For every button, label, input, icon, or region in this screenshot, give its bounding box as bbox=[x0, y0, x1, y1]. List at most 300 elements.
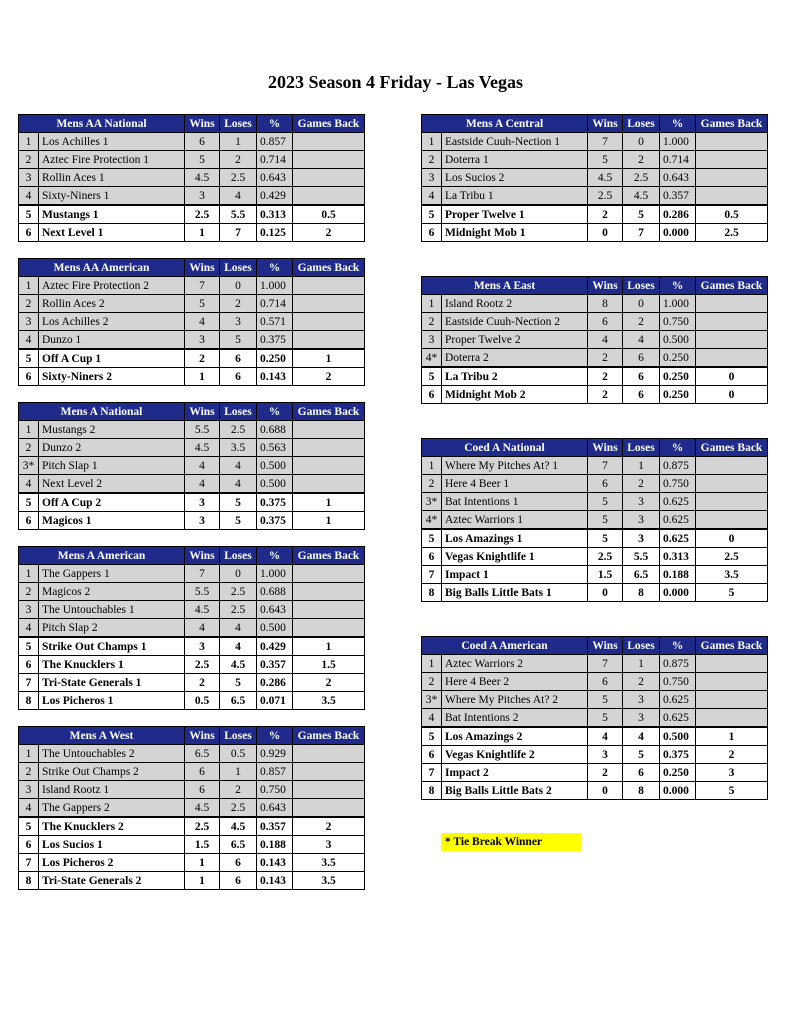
wins-cell: 1.5 bbox=[588, 566, 623, 584]
loses-cell: 6.5 bbox=[220, 692, 257, 710]
team-name-cell: Dunzo 2 bbox=[39, 439, 185, 457]
table-row bbox=[422, 548, 768, 566]
games-back-cell bbox=[696, 475, 768, 493]
pct-cell: 0.714 bbox=[660, 151, 696, 169]
wins-cell: 5 bbox=[588, 493, 623, 511]
table-row bbox=[422, 313, 768, 331]
wins-cell: 7 bbox=[588, 655, 623, 673]
wins-cell: 2.5 bbox=[185, 656, 220, 674]
loses-cell: 0 bbox=[623, 295, 660, 313]
loses-cell: 0 bbox=[623, 133, 660, 151]
games-back-cell bbox=[696, 151, 768, 169]
table-row bbox=[422, 566, 768, 584]
wins-cell: 5.5 bbox=[185, 421, 220, 439]
games-back-cell bbox=[696, 295, 768, 313]
games-back-cell bbox=[293, 457, 365, 475]
table-row bbox=[19, 836, 365, 854]
loses-cell: 7 bbox=[220, 224, 257, 242]
games-back-cell bbox=[293, 133, 365, 151]
games-back-cell bbox=[293, 601, 365, 619]
rank-cell: 8 bbox=[422, 584, 442, 602]
wins-cell: 7 bbox=[185, 565, 220, 583]
wins-cell: 4 bbox=[185, 475, 220, 494]
pct-cell: 0.000 bbox=[660, 782, 696, 800]
games-back-cell: 5 bbox=[696, 782, 768, 800]
rank-cell: 3* bbox=[19, 457, 39, 475]
rank-cell: 6 bbox=[19, 836, 39, 854]
table-row bbox=[422, 367, 768, 386]
wins-cell: 1 bbox=[185, 872, 220, 890]
table-row bbox=[422, 782, 768, 800]
pct-cell: 0.250 bbox=[660, 367, 696, 386]
standings-table-mens-aa-national bbox=[18, 114, 365, 242]
wins-cell: 2 bbox=[588, 349, 623, 368]
wins-cell: 5 bbox=[588, 691, 623, 709]
wins-cell: 4.5 bbox=[588, 169, 623, 187]
standings-table-mens-a-east bbox=[421, 276, 768, 404]
pct-cell: 0.000 bbox=[660, 224, 696, 242]
column-header-pct: % bbox=[660, 637, 696, 655]
rank-cell: 5 bbox=[19, 637, 39, 656]
games-back-cell: 2 bbox=[293, 368, 365, 386]
games-back-cell: 3 bbox=[293, 836, 365, 854]
pct-cell: 0.571 bbox=[257, 313, 293, 331]
table-row bbox=[19, 169, 365, 187]
table-row bbox=[19, 368, 365, 386]
team-name-cell: Bat Intentions 2 bbox=[442, 709, 588, 728]
games-back-cell: 2 bbox=[293, 224, 365, 242]
team-name-cell: The Knucklers 1 bbox=[39, 656, 185, 674]
column-header-pct: % bbox=[257, 115, 293, 133]
pct-cell: 0.250 bbox=[257, 349, 293, 368]
pct-cell: 0.857 bbox=[257, 133, 293, 151]
team-name-cell: Aztec Warriors 1 bbox=[442, 511, 588, 530]
games-back-cell bbox=[293, 187, 365, 206]
wins-cell: 6 bbox=[588, 475, 623, 493]
team-name-cell: Where My Pitches At? 1 bbox=[442, 457, 588, 475]
table-row bbox=[422, 457, 768, 475]
loses-cell: 5 bbox=[623, 205, 660, 224]
team-name-cell: Los Picheros 2 bbox=[39, 854, 185, 872]
table-row bbox=[19, 763, 365, 781]
team-name-cell: Impact 2 bbox=[442, 764, 588, 782]
tie-break-legend: * Tie Break Winner bbox=[441, 833, 581, 851]
pct-cell: 0.688 bbox=[257, 421, 293, 439]
pct-cell: 0.429 bbox=[257, 637, 293, 656]
wins-cell: 3 bbox=[185, 187, 220, 206]
team-name-cell: Next Level 1 bbox=[39, 224, 185, 242]
team-name-cell: Mustangs 1 bbox=[39, 205, 185, 224]
pct-cell: 0.286 bbox=[660, 205, 696, 224]
rank-cell: 6 bbox=[19, 656, 39, 674]
team-name-cell: Doterra 2 bbox=[442, 349, 588, 368]
games-back-cell bbox=[293, 169, 365, 187]
wins-cell: 2 bbox=[588, 205, 623, 224]
rank-cell: 2 bbox=[422, 673, 442, 691]
table-row bbox=[422, 295, 768, 313]
column-header-pct: % bbox=[257, 259, 293, 277]
loses-cell: 4 bbox=[220, 637, 257, 656]
standings-table-mens-aa-american bbox=[18, 258, 365, 386]
team-name-cell: Los Sucios 2 bbox=[442, 169, 588, 187]
table-row bbox=[422, 205, 768, 224]
pct-cell: 0.625 bbox=[660, 709, 696, 728]
team-name-cell: Rollin Aces 1 bbox=[39, 169, 185, 187]
pct-cell: 0.750 bbox=[257, 781, 293, 799]
games-back-cell bbox=[293, 439, 365, 457]
pct-cell: 0.375 bbox=[257, 331, 293, 350]
team-name-cell: Strike Out Champs 1 bbox=[39, 637, 185, 656]
loses-cell: 3 bbox=[623, 529, 660, 548]
loses-cell: 4 bbox=[220, 187, 257, 206]
pct-cell: 0.125 bbox=[257, 224, 293, 242]
rank-cell: 3 bbox=[422, 169, 442, 187]
games-back-cell bbox=[293, 295, 365, 313]
column-header-wins: Wins bbox=[588, 277, 623, 295]
team-name-cell: Los Amazings 2 bbox=[442, 727, 588, 746]
column-header-loses: Loses bbox=[623, 439, 660, 457]
games-back-cell bbox=[696, 691, 768, 709]
rank-cell: 1 bbox=[19, 133, 39, 151]
loses-cell: 5 bbox=[623, 746, 660, 764]
rank-cell: 2 bbox=[19, 763, 39, 781]
wins-cell: 2.5 bbox=[185, 205, 220, 224]
rank-cell: 5 bbox=[422, 727, 442, 746]
pct-cell: 0.625 bbox=[660, 529, 696, 548]
games-back-cell bbox=[293, 745, 365, 763]
rank-cell: 3 bbox=[19, 313, 39, 331]
games-back-cell bbox=[293, 421, 365, 439]
table-row bbox=[19, 854, 365, 872]
column-header-games-back: Games Back bbox=[293, 403, 365, 421]
table-row bbox=[19, 475, 365, 494]
games-back-cell bbox=[293, 331, 365, 350]
column-header-loses: Loses bbox=[220, 115, 257, 133]
pct-cell: 0.250 bbox=[660, 764, 696, 782]
team-name-cell: Next Level 2 bbox=[39, 475, 185, 494]
wins-cell: 2 bbox=[185, 349, 220, 368]
rank-cell: 8 bbox=[19, 692, 39, 710]
wins-cell: 3 bbox=[588, 746, 623, 764]
team-name-cell: Aztec Warriors 2 bbox=[442, 655, 588, 673]
table-row bbox=[19, 674, 365, 692]
wins-cell: 0 bbox=[588, 584, 623, 602]
games-back-cell: 2 bbox=[293, 817, 365, 836]
table-row bbox=[19, 656, 365, 674]
games-back-cell bbox=[696, 133, 768, 151]
games-back-cell: 2.5 bbox=[696, 224, 768, 242]
team-name-cell: Midnight Mob 1 bbox=[442, 224, 588, 242]
pct-cell: 0.750 bbox=[660, 475, 696, 493]
games-back-cell: 1 bbox=[293, 512, 365, 530]
rank-cell: 6 bbox=[19, 512, 39, 530]
pct-cell: 1.000 bbox=[257, 565, 293, 583]
pct-cell: 0.375 bbox=[660, 746, 696, 764]
games-back-cell bbox=[293, 763, 365, 781]
games-back-cell: 1 bbox=[293, 637, 365, 656]
table-row bbox=[19, 692, 365, 710]
games-back-cell bbox=[293, 565, 365, 583]
rank-cell: 1 bbox=[422, 295, 442, 313]
loses-cell: 2 bbox=[623, 151, 660, 169]
wins-cell: 3 bbox=[185, 637, 220, 656]
division-name: Mens AA American bbox=[19, 259, 185, 277]
team-name-cell: Proper Twelve 1 bbox=[442, 205, 588, 224]
team-name-cell: Strike Out Champs 2 bbox=[39, 763, 185, 781]
games-back-cell: 3 bbox=[696, 764, 768, 782]
games-back-cell: 5 bbox=[696, 584, 768, 602]
table-row bbox=[19, 313, 365, 331]
pct-cell: 0.643 bbox=[660, 169, 696, 187]
pct-cell: 0.250 bbox=[660, 386, 696, 404]
rank-cell: 8 bbox=[19, 872, 39, 890]
loses-cell: 6 bbox=[623, 349, 660, 368]
table-row bbox=[19, 745, 365, 763]
games-back-cell bbox=[293, 619, 365, 638]
column-header-wins: Wins bbox=[588, 637, 623, 655]
team-name-cell: The Knucklers 2 bbox=[39, 817, 185, 836]
loses-cell: 4.5 bbox=[220, 817, 257, 836]
loses-cell: 6 bbox=[623, 386, 660, 404]
column-header-loses: Loses bbox=[220, 403, 257, 421]
games-back-cell: 3.5 bbox=[696, 566, 768, 584]
pct-cell: 0.688 bbox=[257, 583, 293, 601]
table-row bbox=[422, 764, 768, 782]
team-name-cell: Vegas Knightlife 1 bbox=[442, 548, 588, 566]
table-row bbox=[19, 872, 365, 890]
column-header-pct: % bbox=[660, 115, 696, 133]
wins-cell: 5 bbox=[185, 295, 220, 313]
table-row bbox=[19, 349, 365, 368]
rank-cell: 1 bbox=[422, 457, 442, 475]
division-name: Mens A West bbox=[19, 727, 185, 745]
table-row bbox=[422, 169, 768, 187]
table-row bbox=[19, 799, 365, 818]
rank-cell: 6 bbox=[19, 224, 39, 242]
wins-cell: 2.5 bbox=[588, 548, 623, 566]
loses-cell: 1 bbox=[623, 457, 660, 475]
table-row bbox=[422, 529, 768, 548]
loses-cell: 2 bbox=[220, 151, 257, 169]
standings-table-mens-a-west bbox=[18, 726, 365, 890]
division-name: Mens A American bbox=[19, 547, 185, 565]
loses-cell: 4.5 bbox=[220, 656, 257, 674]
pct-cell: 0.625 bbox=[660, 493, 696, 511]
loses-cell: 1 bbox=[623, 655, 660, 673]
games-back-cell bbox=[696, 187, 768, 206]
team-name-cell: The Gappers 1 bbox=[39, 565, 185, 583]
rank-cell: 5 bbox=[19, 493, 39, 512]
pct-cell: 0.563 bbox=[257, 439, 293, 457]
standings-table-coed-a-american bbox=[421, 636, 768, 800]
games-back-cell bbox=[293, 277, 365, 295]
pct-cell: 0.313 bbox=[660, 548, 696, 566]
column-header-loses: Loses bbox=[220, 259, 257, 277]
column-header-wins: Wins bbox=[185, 403, 220, 421]
table-row bbox=[19, 565, 365, 583]
table-row bbox=[19, 457, 365, 475]
loses-cell: 6.5 bbox=[220, 836, 257, 854]
loses-cell: 0.5 bbox=[220, 745, 257, 763]
wins-cell: 7 bbox=[588, 457, 623, 475]
pct-cell: 0.714 bbox=[257, 151, 293, 169]
rank-cell: 4* bbox=[422, 349, 442, 368]
team-name-cell: Los Achilles 1 bbox=[39, 133, 185, 151]
column-header-wins: Wins bbox=[588, 439, 623, 457]
loses-cell: 5 bbox=[220, 493, 257, 512]
table-row bbox=[19, 583, 365, 601]
table-row bbox=[422, 727, 768, 746]
team-name-cell: Big Balls Little Bats 1 bbox=[442, 584, 588, 602]
wins-cell: 1 bbox=[185, 368, 220, 386]
table-row bbox=[19, 133, 365, 151]
games-back-cell: 0.5 bbox=[293, 205, 365, 224]
rank-cell: 2 bbox=[422, 151, 442, 169]
column-header-games-back: Games Back bbox=[293, 547, 365, 565]
wins-cell: 5 bbox=[588, 529, 623, 548]
wins-cell: 2.5 bbox=[588, 187, 623, 206]
rank-cell: 4* bbox=[422, 511, 442, 530]
games-back-cell: 2 bbox=[293, 674, 365, 692]
pct-cell: 1.000 bbox=[257, 277, 293, 295]
loses-cell: 5 bbox=[220, 331, 257, 350]
rank-cell: 1 bbox=[19, 565, 39, 583]
wins-cell: 5 bbox=[588, 709, 623, 728]
table-row bbox=[422, 691, 768, 709]
pct-cell: 0.357 bbox=[660, 187, 696, 206]
team-name-cell: Pitch Slap 1 bbox=[39, 457, 185, 475]
pct-cell: 0.714 bbox=[257, 295, 293, 313]
games-back-cell: 1.5 bbox=[293, 656, 365, 674]
rank-cell: 2 bbox=[19, 295, 39, 313]
rank-cell: 1 bbox=[19, 421, 39, 439]
table-row bbox=[19, 205, 365, 224]
rank-cell: 7 bbox=[422, 764, 442, 782]
wins-cell: 4 bbox=[185, 457, 220, 475]
rank-cell: 2 bbox=[19, 439, 39, 457]
games-back-cell bbox=[696, 709, 768, 728]
column-header-wins: Wins bbox=[185, 547, 220, 565]
rank-cell: 4 bbox=[422, 187, 442, 206]
standings-table-coed-a-national bbox=[421, 438, 768, 602]
wins-cell: 6 bbox=[588, 673, 623, 691]
rank-cell: 6 bbox=[422, 548, 442, 566]
column-header-games-back: Games Back bbox=[696, 637, 768, 655]
team-name-cell: Island Rootz 1 bbox=[39, 781, 185, 799]
games-back-cell bbox=[696, 331, 768, 349]
table-row bbox=[422, 386, 768, 404]
pct-cell: 0.643 bbox=[257, 799, 293, 818]
standings-table-mens-a-national bbox=[18, 402, 365, 530]
games-back-cell: 0 bbox=[696, 386, 768, 404]
team-name-cell: Sixty-Niners 2 bbox=[39, 368, 185, 386]
wins-cell: 3 bbox=[185, 512, 220, 530]
pct-cell: 0.750 bbox=[660, 673, 696, 691]
rank-cell: 7 bbox=[19, 674, 39, 692]
games-back-cell bbox=[293, 313, 365, 331]
team-name-cell: La Tribu 1 bbox=[442, 187, 588, 206]
loses-cell: 5 bbox=[220, 512, 257, 530]
wins-cell: 4.5 bbox=[185, 799, 220, 818]
loses-cell: 8 bbox=[623, 782, 660, 800]
table-row bbox=[19, 331, 365, 350]
loses-cell: 1 bbox=[220, 763, 257, 781]
wins-cell: 5 bbox=[588, 511, 623, 530]
loses-cell: 2 bbox=[220, 295, 257, 313]
team-name-cell: Mustangs 2 bbox=[39, 421, 185, 439]
team-name-cell: Tri-State Generals 2 bbox=[39, 872, 185, 890]
pct-cell: 0.375 bbox=[257, 493, 293, 512]
wins-cell: 4.5 bbox=[185, 169, 220, 187]
games-back-cell bbox=[696, 169, 768, 187]
team-name-cell: Vegas Knightlife 2 bbox=[442, 746, 588, 764]
team-name-cell: Sixty-Niners 1 bbox=[39, 187, 185, 206]
games-back-cell: 0 bbox=[696, 529, 768, 548]
wins-cell: 1 bbox=[185, 854, 220, 872]
wins-cell: 4 bbox=[185, 619, 220, 638]
wins-cell: 2 bbox=[185, 674, 220, 692]
loses-cell: 4.5 bbox=[623, 187, 660, 206]
rank-cell: 3 bbox=[19, 169, 39, 187]
table-row bbox=[422, 511, 768, 530]
column-header-loses: Loses bbox=[220, 547, 257, 565]
team-name-cell: Island Rootz 2 bbox=[442, 295, 588, 313]
pct-cell: 0.250 bbox=[660, 349, 696, 368]
loses-cell: 6.5 bbox=[623, 566, 660, 584]
wins-cell: 5 bbox=[185, 151, 220, 169]
page-title: 2023 Season 4 Friday - Las Vegas bbox=[267, 72, 524, 92]
rank-cell: 6 bbox=[422, 746, 442, 764]
games-back-cell bbox=[293, 799, 365, 818]
rank-cell: 4 bbox=[19, 799, 39, 818]
column-header-loses: Loses bbox=[623, 637, 660, 655]
team-name-cell: Dunzo 1 bbox=[39, 331, 185, 350]
wins-cell: 0.5 bbox=[185, 692, 220, 710]
column-header-pct: % bbox=[660, 439, 696, 457]
division-name: Mens A East bbox=[422, 277, 588, 295]
team-name-cell: La Tribu 2 bbox=[442, 367, 588, 386]
rank-cell: 2 bbox=[19, 583, 39, 601]
pct-cell: 0.188 bbox=[257, 836, 293, 854]
games-back-cell bbox=[696, 673, 768, 691]
rank-cell: 4 bbox=[19, 331, 39, 350]
pct-cell: 0.500 bbox=[257, 457, 293, 475]
games-back-cell bbox=[293, 781, 365, 799]
games-back-cell: 1 bbox=[293, 493, 365, 512]
rank-cell: 4 bbox=[422, 709, 442, 728]
pct-cell: 0.875 bbox=[660, 457, 696, 475]
team-name-cell: Pitch Slap 2 bbox=[39, 619, 185, 638]
rank-cell: 6 bbox=[422, 386, 442, 404]
wins-cell: 6 bbox=[185, 763, 220, 781]
games-back-cell bbox=[696, 511, 768, 530]
rank-cell: 2 bbox=[19, 151, 39, 169]
pct-cell: 0.286 bbox=[257, 674, 293, 692]
loses-cell: 2.5 bbox=[220, 583, 257, 601]
loses-cell: 6 bbox=[623, 367, 660, 386]
wins-cell: 5 bbox=[588, 151, 623, 169]
rank-cell: 4 bbox=[19, 475, 39, 494]
division-name: Mens AA National bbox=[19, 115, 185, 133]
team-name-cell: Big Balls Little Bats 2 bbox=[442, 782, 588, 800]
rank-cell: 6 bbox=[19, 368, 39, 386]
table-row bbox=[19, 295, 365, 313]
loses-cell: 2.5 bbox=[623, 169, 660, 187]
loses-cell: 2.5 bbox=[220, 601, 257, 619]
table-row bbox=[422, 673, 768, 691]
rank-cell: 3 bbox=[422, 331, 442, 349]
wins-cell: 5.5 bbox=[185, 583, 220, 601]
